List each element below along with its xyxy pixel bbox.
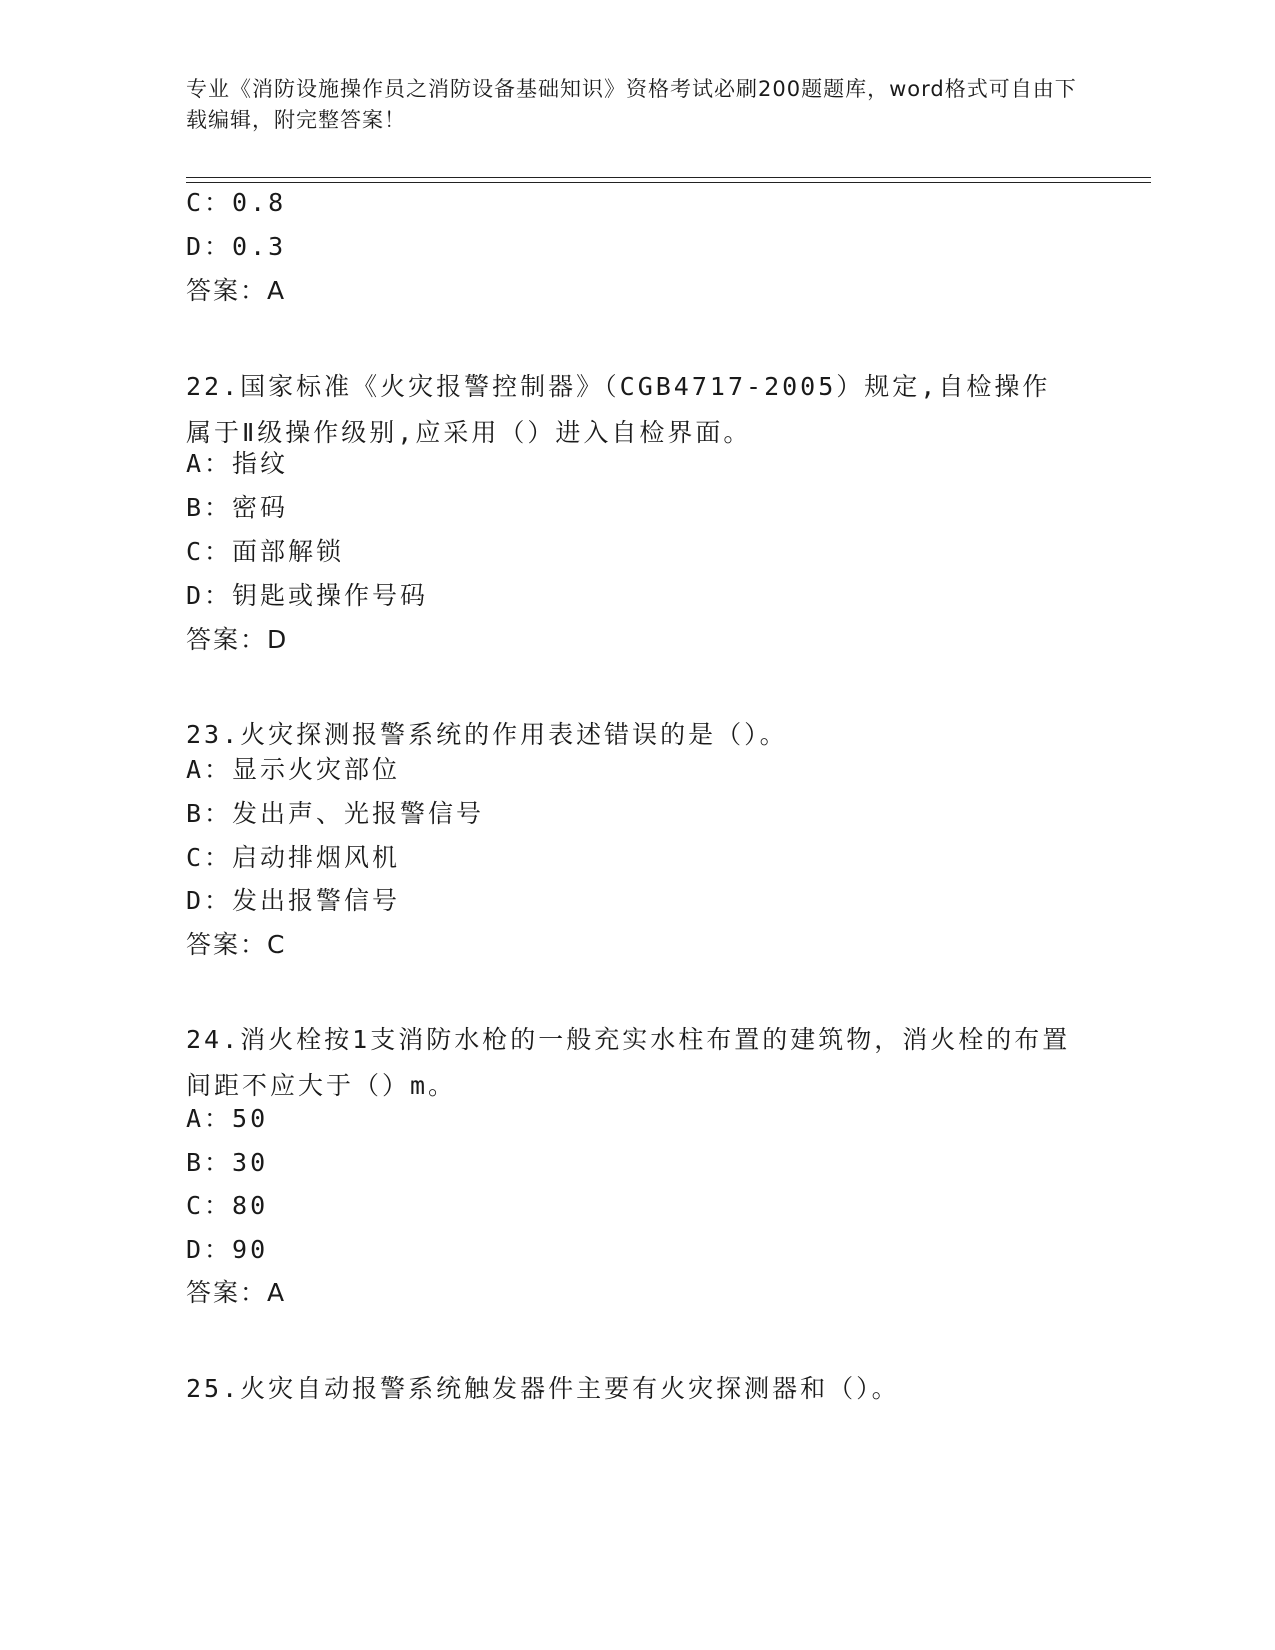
question-22-stem: 22.国家标准《火灾报警控制器》（CGB4717-2005）规定,自检操作属于Ⅱ级操作级别,应采用（）进入自检界面。: [186, 372, 1051, 447]
question-24-answer: 答案：A: [186, 1278, 287, 1307]
question-23-option-b: B：发出声、光报警信号: [186, 799, 485, 828]
question-24-option-d: D：90: [186, 1235, 269, 1264]
question-23-option-a: A：显示火灾部位: [186, 755, 401, 784]
question-24-option-a: A：50: [186, 1104, 269, 1133]
header-divider-bottom: [186, 182, 1151, 183]
question-23-option-c: C：启动排烟风机: [186, 843, 401, 872]
prev-answer: 答案：A: [186, 276, 287, 305]
question-24-option-c: C：80: [186, 1191, 269, 1220]
question-23-stem: 23.火灾探测报警系统的作用表述错误的是（）。: [186, 720, 788, 749]
question-22-option-d: D：钥匙或操作号码: [186, 581, 429, 610]
question-22-option-a: A：指纹: [186, 449, 289, 478]
question-24-stem: 24.消火栓按1支消防水枪的一般充实水柱布置的建筑物，消火栓的布置间距不应大于（）m。: [186, 1025, 1071, 1100]
prev-option-d: D：0.3: [186, 232, 287, 261]
question-23-answer: 答案：C: [186, 930, 287, 959]
question-23-option-d: D：发出报警信号: [186, 886, 401, 915]
question-24-option-b: B：30: [186, 1148, 269, 1177]
question-22-option-b: B：密码: [186, 493, 289, 522]
question-25-stem: 25.火灾自动报警系统触发器件主要有火灾探测器和（）。: [186, 1374, 900, 1403]
prev-option-c: C：0.8: [186, 188, 287, 217]
question-22-option-c: C：面部解锁: [186, 537, 345, 566]
question-22-answer: 答案：D: [186, 625, 289, 654]
document-header: 专业《消防设施操作员之消防设备基础知识》资格考试必刷200题题库，word格式可自由下载编辑，附完整答案！: [186, 77, 1077, 132]
header-divider-top: [186, 177, 1151, 178]
